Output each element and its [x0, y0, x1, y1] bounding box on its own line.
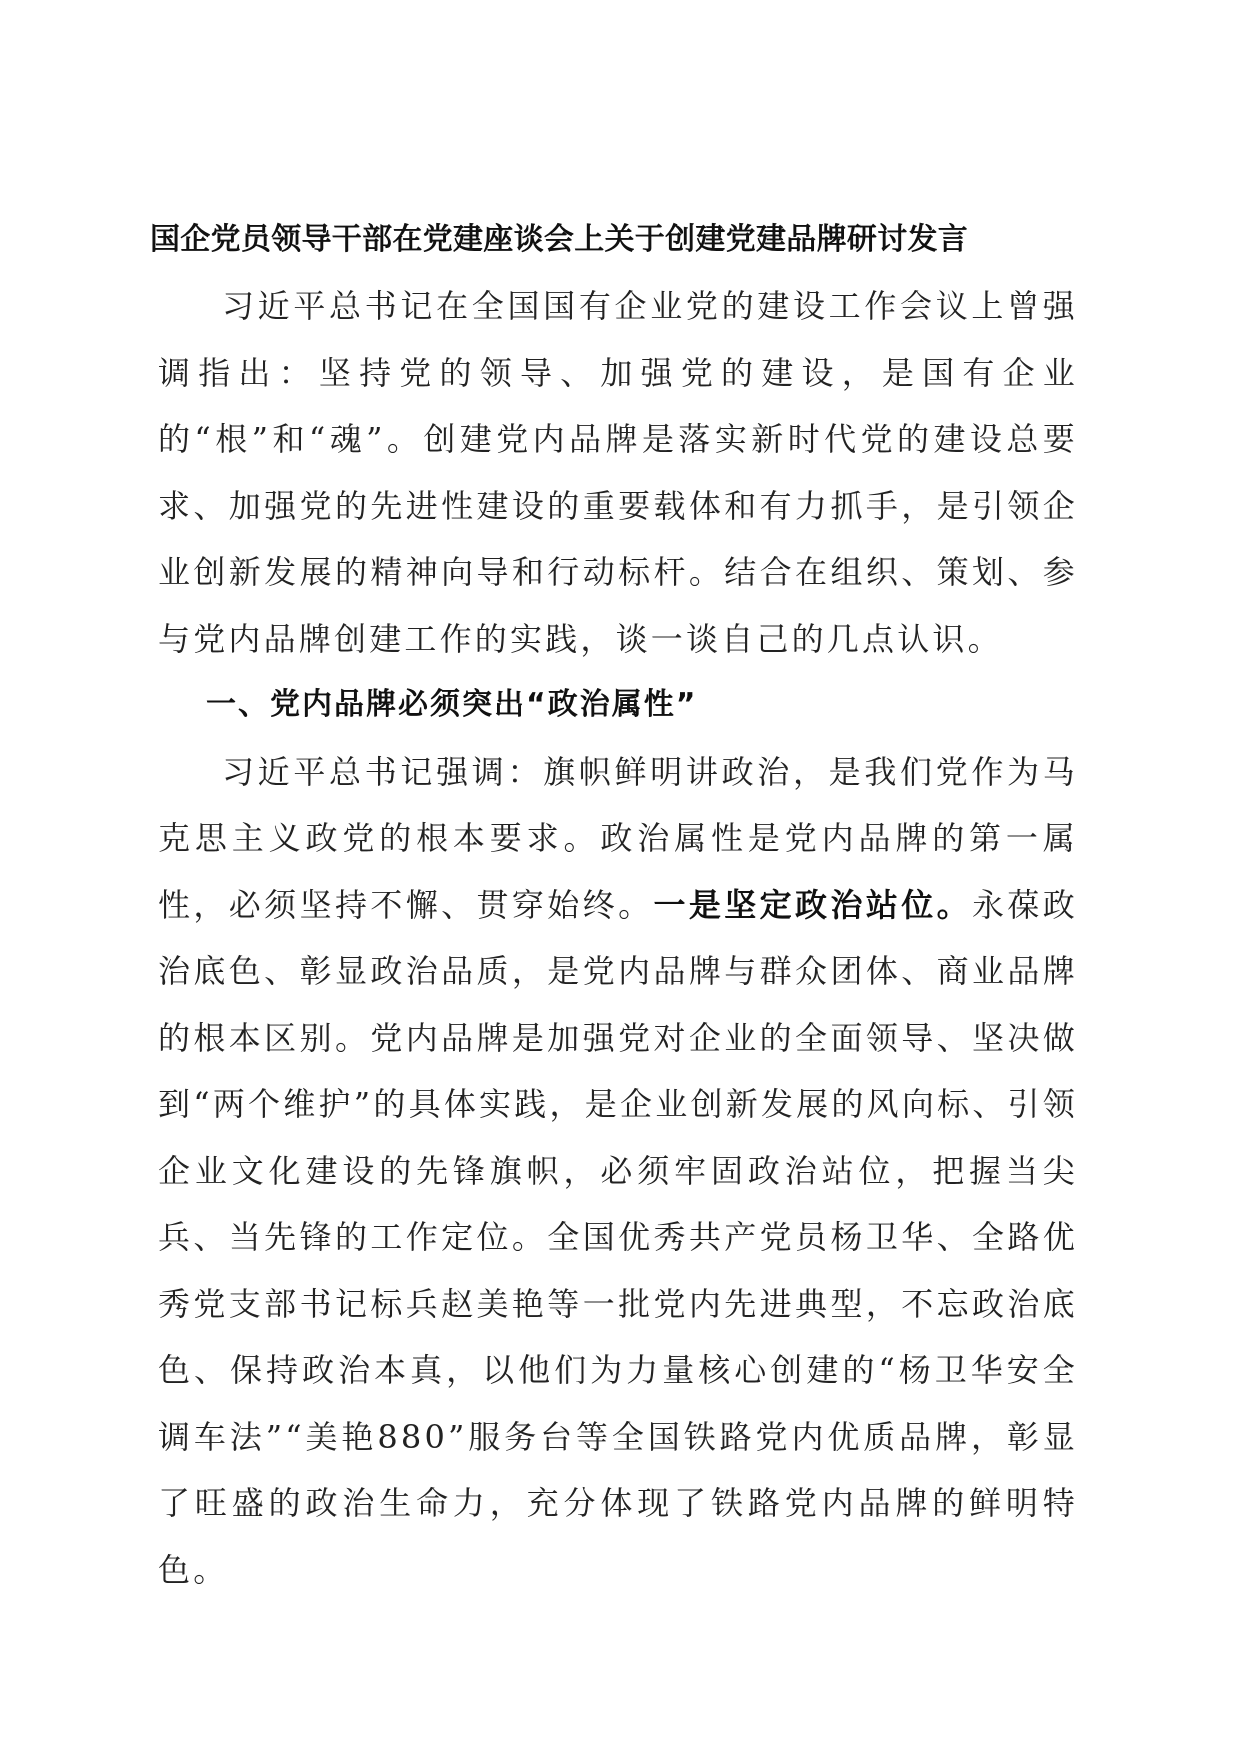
section-heading: 一、党内品牌必须突出“政治属性”	[206, 687, 698, 722]
document-title: 国企党员领导干部在党建座谈会上关于创建党建品牌研讨发言	[150, 222, 969, 257]
section-paragraph	[158, 739, 1078, 1604]
section-text-after-bold: 永葆政治底色、彰显政治品质，是党内品牌与群众团体、商业品牌的根本区别。党内品牌是加强党对企业的全面领导、坚决做到“两个维护”的具体实践，是企业创新发展的风向标、引领企业文化建设的先锋旗帜，必须牢固政治站位，把握当尖兵、当先锋的工作定位。全国优秀共产党员杨卫华、全路优秀党支部书记标兵赵美艳等一批党内先进典型，不忘政治底色、保持政治本真，以他们为力量核心创建的“杨卫华安全调车法”“美艳880”服务台等全国铁路党内优质品牌，彰显了旺盛的政治生命力，充分体现了铁路党内品牌的鲜明特色。	[158, 885, 1078, 1589]
intro-paragraph: 习近平总书记在全国国有企业党的建设工作会议上曾强调指出：坚持党的领导、加强党的建设，是国有企业的“根”和“魂”。创建党内品牌是落实新时代党的建设总要求、加强党的先进性建设的重要载体和有力抓手，是引领企业创新发展的精神向导和行动标杆。结合在组织、策划、参与党内品牌创建工作的实践，谈一谈自己的几点认识。	[158, 287, 1078, 658]
section-text-before-bold: 习近平总书记强调：旗帜鲜明讲政治，是我们党作为马克思主义政党的根本要求。政治属性是党内品牌的第一属性，必须坚持不懈、贯穿始终。	[158, 752, 1078, 924]
document-body	[158, 273, 1078, 1603]
bold-key-point: 一是坚定政治站位。	[653, 885, 973, 924]
